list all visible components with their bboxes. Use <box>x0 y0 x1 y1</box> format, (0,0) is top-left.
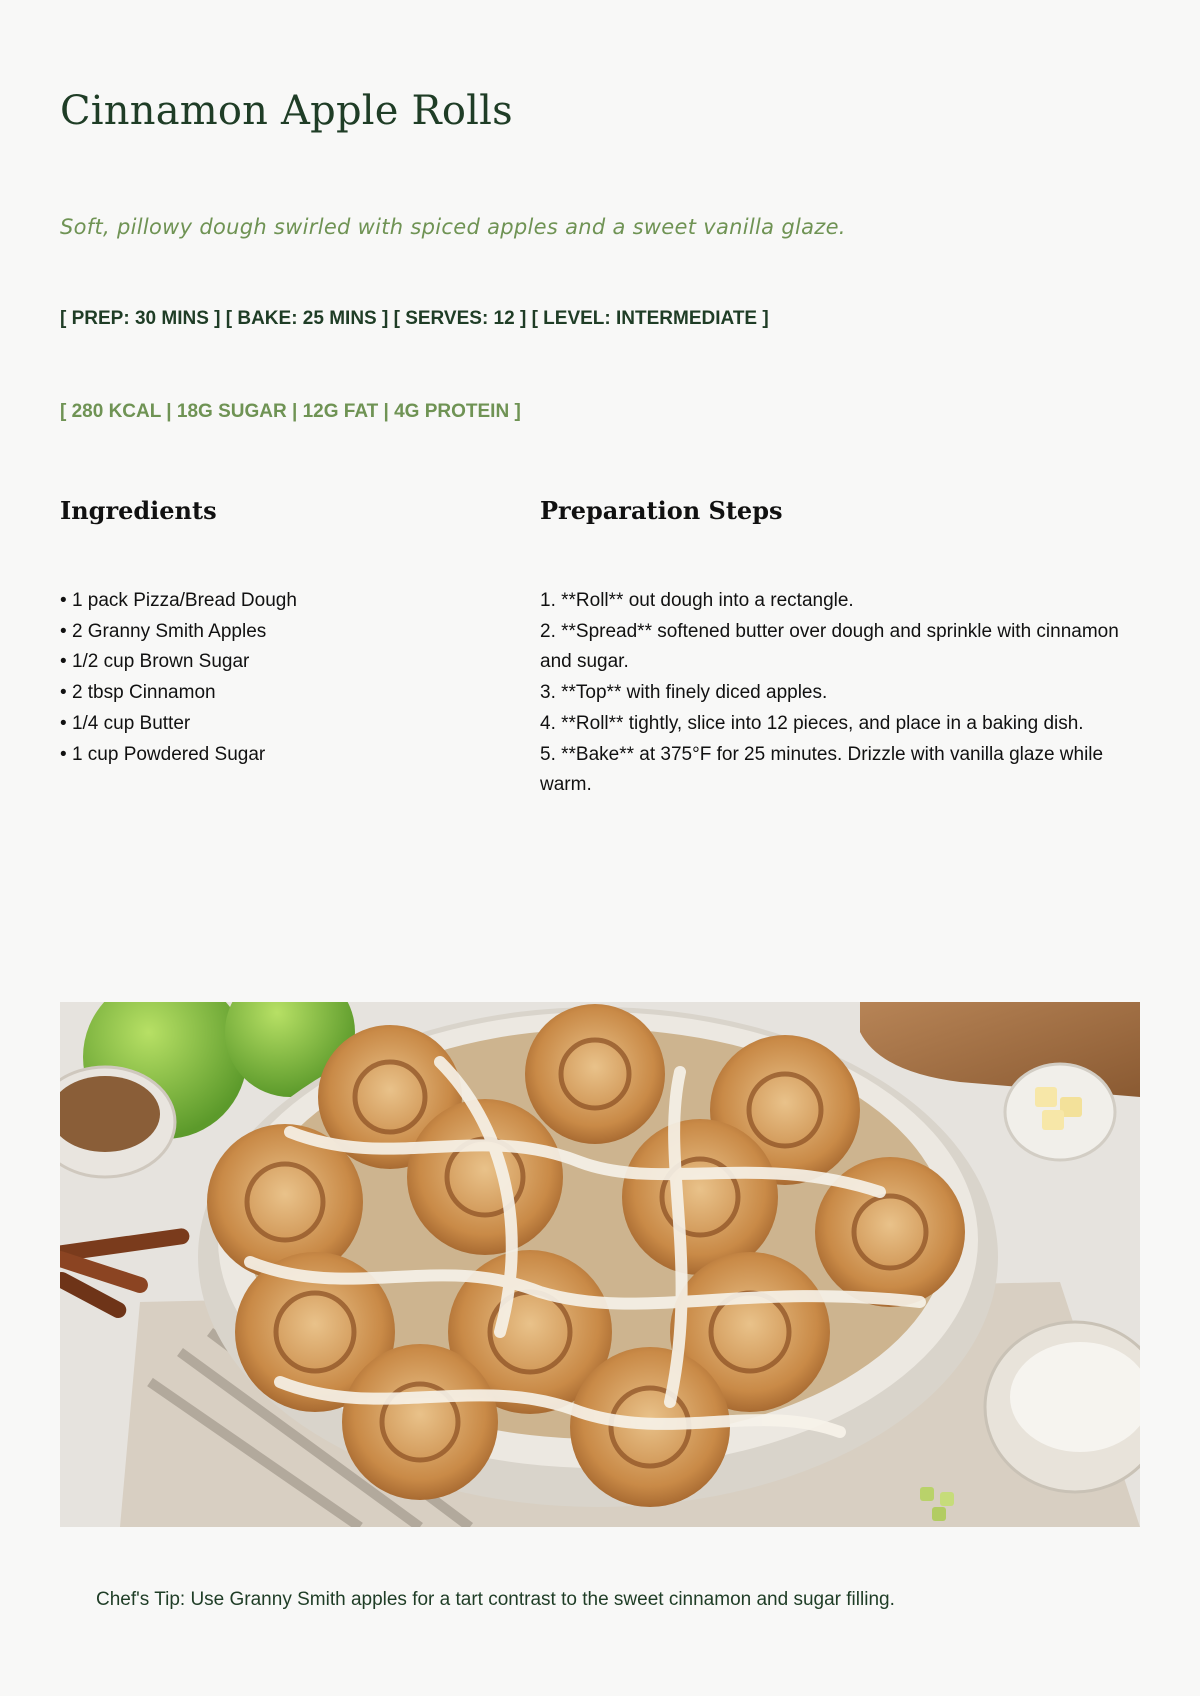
preparation-step: 4. **Roll** tightly, slice into 12 pieces, and place in a baking dish. <box>540 712 1084 734</box>
preparation-step: 1. **Roll** out dough into a rectangle. <box>540 590 854 611</box>
recipe-subtitle: Soft, pillowy dough swirled with spiced apples and a sweet vanilla glaze. <box>60 215 846 239</box>
recipe-title: Cinnamon Apple Rolls <box>60 88 513 134</box>
ingredient-item: • 2 tbsp Cinnamon <box>60 678 297 709</box>
preparation-step: 5. **Bake** at 375°F for 25 minutes. Drizzle with vanilla glaze while warm. <box>540 743 1104 796</box>
cinnamon-rolls-photo <box>60 1002 1140 1527</box>
preparation-step: 2. **Spread** softened butter over dough and sprinkle with cinnamon and sugar. <box>540 620 1119 673</box>
ingredient-item: • 1/2 cup Brown Sugar <box>60 647 297 678</box>
preparation-steps-list <box>540 586 1140 801</box>
nutrition-line: [ 280 KCAL | 18G SUGAR | 12G FAT | 4G PROTEIN ] <box>60 401 521 422</box>
chef-tip: Chef's Tip: Use Granny Smith apples for a tart contrast to the sweet cinnamon and sugar filling. <box>96 1589 895 1610</box>
ingredient-item: • 1/4 cup Butter <box>60 709 297 740</box>
recipe-meta-line: [ PREP: 30 MINS ] [ BAKE: 25 MINS ] [ SERVES: 12 ] [ LEVEL: INTERMEDIATE ] <box>60 308 769 329</box>
ingredients-list <box>60 586 297 770</box>
ingredients-heading: Ingredients <box>60 496 217 525</box>
preparation-heading: Preparation Steps <box>540 496 783 525</box>
ingredient-item: • 1 cup Powdered Sugar <box>60 740 297 771</box>
ingredient-item: • 2 Granny Smith Apples <box>60 617 297 648</box>
preparation-step: 3. **Top** with finely diced apples. <box>540 682 828 704</box>
ingredient-item: • 1 pack Pizza/Bread Dough <box>60 586 297 617</box>
